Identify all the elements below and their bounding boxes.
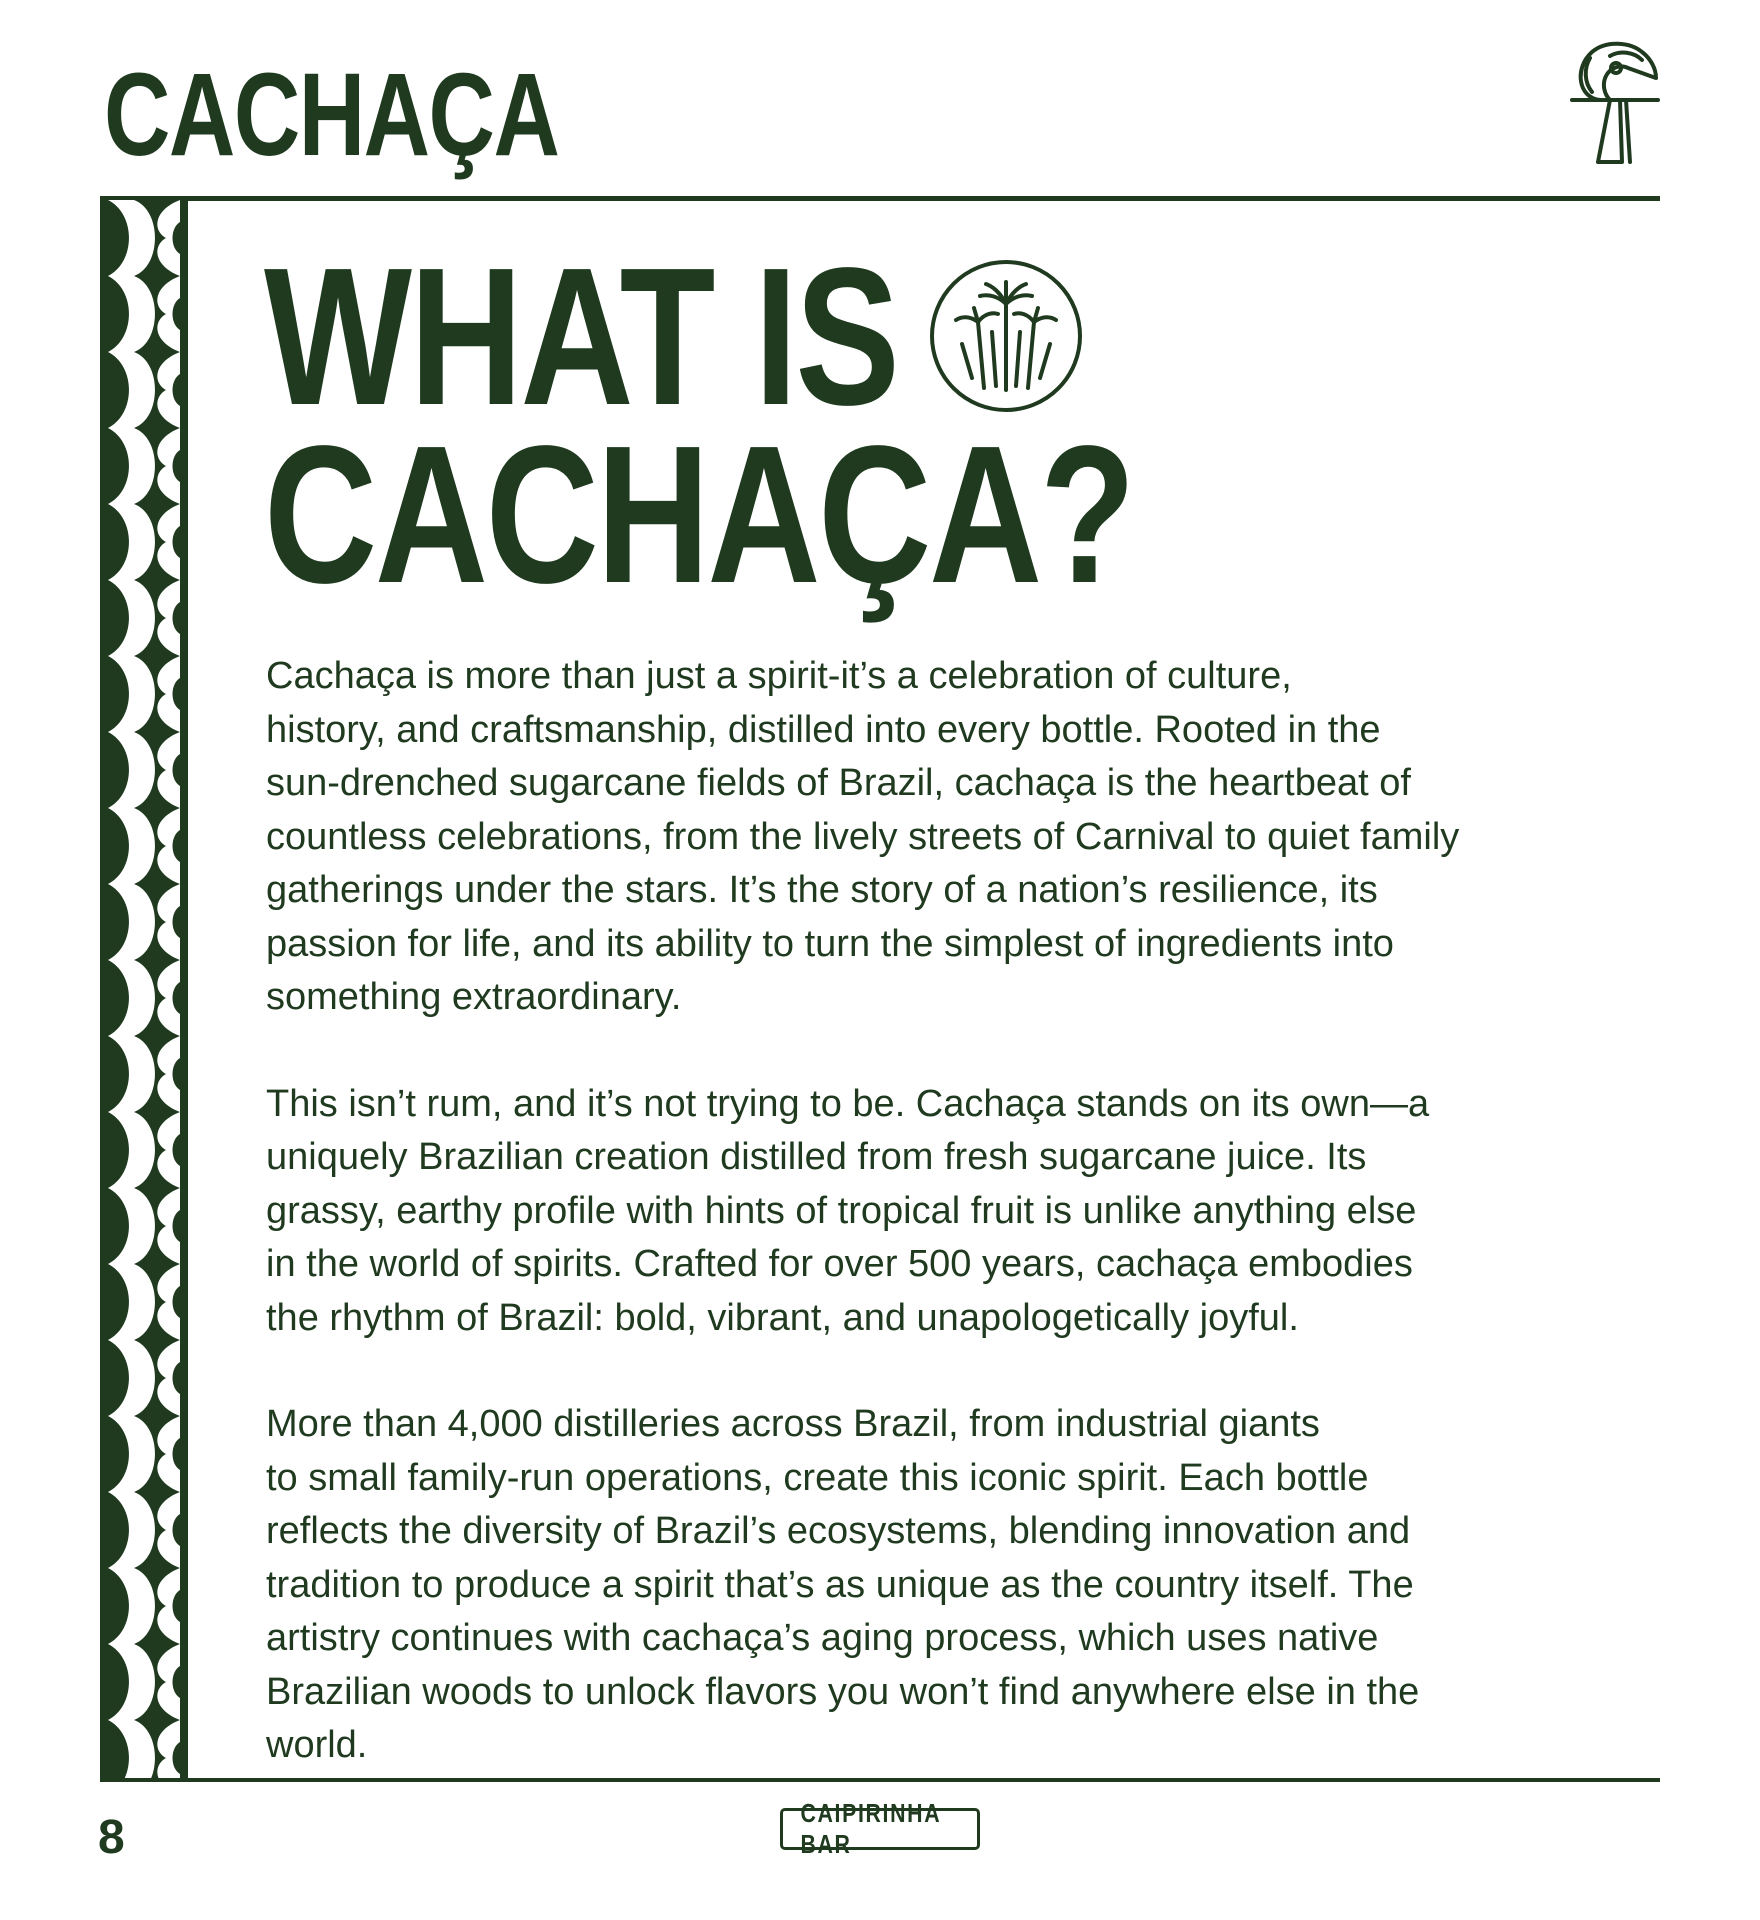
frame-top-rule bbox=[100, 196, 1660, 201]
brand-tag-label: CAIPIRINHA BAR bbox=[800, 1798, 941, 1859]
decorative-wave-border bbox=[100, 196, 188, 1782]
body-copy bbox=[266, 650, 1666, 1826]
toucan-icon bbox=[1570, 38, 1660, 166]
page-number: 8 bbox=[98, 1811, 125, 1864]
wave-pattern-icon bbox=[108, 200, 180, 1778]
heading-line-2: CACHAÇA? bbox=[264, 405, 1134, 624]
frame-bottom-rule bbox=[100, 1778, 1660, 1782]
paragraph-1: Cachaça is more than just a spirit-it’s a celebration of culture, history, and craftsmanship, distilled into every bottle. Rooted in the sun-drenched sugarcane fields of Brazil, cachaça is the heartbeat of countless celebrations, from the lively streets of Carnival to quiet family gatherings under the stars. It’s the story of a nation’s resilience, its passion for life, and its ability to turn the simplest of ingredients into something extraordinary. bbox=[266, 655, 1460, 1018]
sugarcane-badge-icon bbox=[928, 258, 1084, 414]
section-title: CACHAÇA bbox=[104, 49, 559, 181]
paragraph-3: More than 4,000 distilleries across Brazil, from industrial giants to small family-run operations, create this iconic spirit. Each bottle reflects the diversity of Brazil’s ecosystems, blending innovation and tradition to produce a spirit that’s as unique as the country itself. The artistry continues with cachaça’s aging process, which uses native Brazilian woods to unlock flavors you won’t find anywhere else in the world. bbox=[266, 1403, 1420, 1766]
paragraph-2: This isn’t rum, and it’s not trying to be. Cachaça stands on its own—a uniquely Brazilian creation distilled from fresh sugarcane juice. Its grassy, earthy profile with hints of tropical fruit is unlike anything else in the world of spirits. Crafted for over 500 years, cachaça embodies the rhythm of Brazil: bold, vibrant, and unapologetically joyful. bbox=[266, 1082, 1430, 1339]
brand-tag bbox=[780, 1798, 980, 1859]
heading-line-1: WHAT IS bbox=[264, 227, 898, 446]
